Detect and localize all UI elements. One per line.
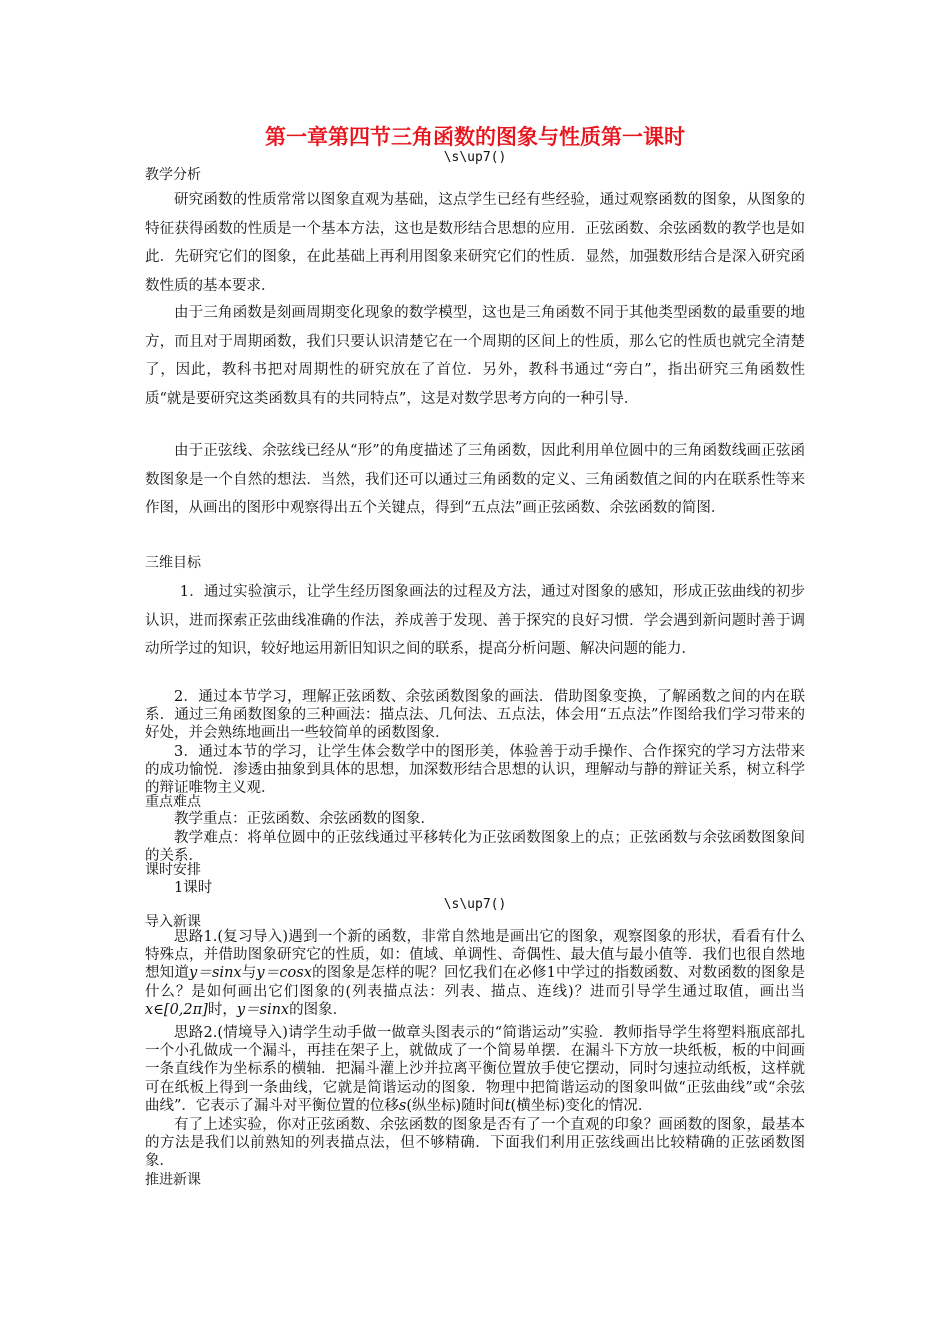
math-interval: x∈[0,2π]	[145, 1001, 208, 1018]
analysis-paragraph-3: 由于正弦线、余弦线已经从“形”的角度描述了三角函数，因此利用单位圆中的三角函数线画正弦函数图象是一个自然的想法．当然，我们还可以通过三角函数的定义、三角函数值之间的内在联系性等来作图，从画出的图形中观察得出五个关键点，得到“五点法”画正弦函数、余弦函数的简图．	[145, 443, 805, 516]
section-heading-intro: 导入新课	[145, 914, 201, 930]
document-title: 第一章第四节三角函数的图象与性质第一课时	[265, 125, 685, 149]
section-heading-advance: 推进新课	[145, 1172, 201, 1188]
idea2-text-c: (横坐标)变化的情况．	[510, 1097, 653, 1114]
math-t: t	[504, 1097, 511, 1114]
idea1-text-c: 的图象是怎样的呢？回忆我们在必修1中学过的指数函数、对数函数的图象是什么？是如何画出它们图象的(列表描点法：列表、描点、连线)？进而引导学生通过取值，画出当	[145, 965, 806, 1000]
field-code-mark: \s\up7()	[443, 150, 507, 165]
section-heading-goals: 三维目标	[145, 555, 201, 571]
idea2-text-a: 思路2.(情境导入)请学生动手做一做章头图表示的“简谐运动”实验．教师指导学生将塑料瓶底部扎一个小孔做成一个漏斗，再挂在架子上，就做成了一个简易单摆．在漏斗下方放一块纸板，板的中间画一条直线作为坐标系的横轴．把漏斗灌上沙并拉离平衡位置放手使它摆动，同时匀速拉动纸板，这样就可在纸板上得到一条曲线，它就是简谐运动的图象．物理中把简谐运动的图象叫做“正弦曲线”或“余弦曲线”．它表示了漏斗对平衡位置的位移	[145, 1025, 805, 1114]
intro-idea-1	[145, 928, 805, 1019]
idea1-text-a: 思路1.(复习导入)遇到一个新的函数，非常自然地是画出它的图象，观察图象的形状，看看有什么特殊点，并借助图象研究它的性质，如：值域、单调性、奇偶性、最大值与最小值等．我们也很自然地想知道	[145, 929, 805, 982]
goal-item-3: 3．通过本节的学习，让学生体会数学中的图形美，体验善于动手操作、合作探究的学习方法带来的成功愉悦．渗透由抽象到具体的思想，加深数形结合思想的认识，理解动与静的辩证关系，树立科学的辩证唯物主义观．	[145, 744, 805, 797]
field-code-mark-2: \s\up7()	[443, 897, 507, 912]
analysis-paragraph-1: 研究函数的性质常常以图象直观为基础，这点学生已经有些经验，通过观察函数的图象，从图象的特征获得函数的性质是一个基本方法，这也是数形结合思想的应用．正弦函数、余弦函数的教学也是如此．先研究它们的图象，在此基础上再利用图象来研究它们的性质．显然，加强数形结合是深入研究函数性质的基本要求．	[145, 192, 805, 294]
schedule-hours: 1课时	[174, 880, 213, 896]
section-heading-schedule: 课时安排	[145, 862, 201, 878]
idea1-text-e: 的图象．	[289, 1001, 348, 1018]
section-heading-analysis: 教学分析	[145, 167, 201, 183]
key-point-text: 教学重点：正弦函数、余弦函数的图象．	[174, 811, 435, 827]
difficulty-text: 教学难点：将单位圆中的正弦线通过平移转化为正弦函数图象上的点；正弦函数与余弦函数图象间的关系．	[145, 830, 805, 865]
analysis-paragraph-2: 由于三角函数是刻画周期变化现象的数学模型，这也是三角函数不同于其他类型函数的最重要的地方，而且对于周期函数，我们只要认识清楚它在一个周期的区间上的性质，那么它的性质也就完全清楚了，因此，教科书把对周期性的研究放在了首位．另外，教科书通过“旁白”，指出研究三角函数性质“就是要研究这类函数具有的共同特点”，这是对数学思考方向的一种引导．	[145, 305, 805, 407]
math-sinx: y＝sinx	[188, 965, 242, 982]
intro-idea-2	[145, 1024, 805, 1115]
math-sinx-2: y＝sinx	[236, 1001, 290, 1018]
idea2-text-b: (纵坐标)随时间	[406, 1097, 505, 1114]
idea1-text-b: 与	[241, 965, 257, 982]
after-experiment-paragraph: 有了上述实验，你对正弦函数、余弦函数的图象是否有了一个直观的印象？画函数的图象，最基本的方法是我们以前熟知的列表描点法，但不够精确．下面我们利用正弦线画出比较精确的正弦函数图象．	[145, 1117, 805, 1170]
math-s: s	[398, 1097, 407, 1114]
goal-item-2: 2．通过本节学习，理解正弦函数、余弦函数图象的画法．借助图象变换，了解函数之间的内在联系．通过三角函数图象的三种画法：描点法、几何法、五点法，体会用“五点法”作图给我们学习带来的好处，并会熟练地画出一些较简单的函数图象．	[145, 689, 805, 742]
section-heading-key-points: 重点难点	[145, 794, 201, 810]
math-cosx: y＝cosx	[256, 965, 312, 982]
goal-item-1: 1．通过实验演示，让学生经历图象画法的过程及方法，通过对图象的感知，形成正弦曲线的初步认识，进而探索正弦曲线准确的作法，养成善于发现、善于探究的良好习惯．学会遇到新问题时善于调动所学过的知识，较好地运用新旧知识之间的联系，提高分析问题、解决问题的能力．	[145, 584, 805, 657]
idea1-text-d: 时，	[207, 1001, 237, 1018]
